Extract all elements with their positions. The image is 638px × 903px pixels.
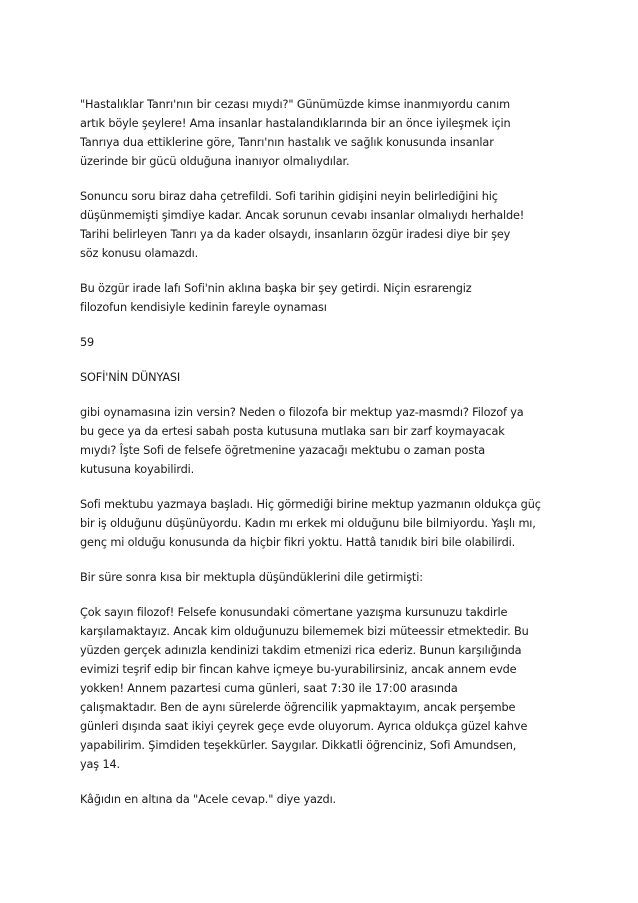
paragraph [80, 333, 575, 352]
paragraph [80, 495, 575, 552]
paragraph [80, 95, 575, 171]
document-body [80, 95, 575, 825]
text-line: genç mi olduğu konusunda da hiçbir fikri yoktu. Hattâ tanıdık biri bile olabilirdi. [80, 536, 516, 549]
text-line: söz konusu olamazdı. [80, 247, 199, 260]
text-line: Sofi mektubu yazmaya başladı. Hiç görmediği birine mektup yazmanın oldukça güç [80, 498, 541, 511]
text-line: karşılamaktayız. Ancak kim olduğunuzu bilememek bizi müteessir etmektedir. Bu [80, 625, 529, 638]
text-line: çalışmaktadır. Ben de aynı sürelerde öğrencilik yapmaktayım, ancak perşembe [80, 701, 516, 714]
text-line: üzerinde bir gücü olduğuna inanıyor olmalıydılar. [80, 155, 350, 168]
paragraph [80, 790, 575, 809]
text-line: Kâğıdın en altına da "Acele cevap." diye yazdı. [80, 793, 336, 806]
text-line: Bu özgür irade lafı Sofi'nin aklına başka bir şey getirdi. Niçin esrarengiz [80, 282, 472, 295]
text-line: yapabilirim. Şimdiden teşekkürler. Saygılar. Dikkatli öğrenciniz, Sofi Amundsen, [80, 739, 517, 752]
text-line: düşünmemişti şimdiye kadar. Ancak sorunun cevabı insanlar olmalıydı herhalde! [80, 209, 525, 222]
text-line: gibi oynamasına izin versin? Neden o filozofa bir mektup yaz-masmdı? Filozof ya [80, 406, 524, 419]
text-line: yokken! Annem pazartesi cuma günleri, saat 7:30 ile 17:00 arasında [80, 682, 458, 695]
text-line: bu gece ya da ertesi sabah posta kutusuna mutlaka sarı bir zarf koymayacak [80, 425, 505, 438]
text-line: "Hastalıklar Tanrı'nın bir cezası mıydı?" Günümüzde kimse inanmıyordu canım [80, 98, 510, 111]
text-line: bir iş olduğunu düşünüyordu. Kadın mı erkek mi olduğunu bile bilmiyordu. Yaşlı mı, [80, 517, 536, 530]
paragraph [80, 279, 575, 317]
text-line: Tanrıya dua ettiklerine göre, Tanrı'nın hastalık ve sağlık konusunda insanlar [80, 136, 494, 149]
text-line: SOFİ'NİN DÜNYASI [80, 371, 181, 384]
text-line: artık böyle şeylere! Ama insanlar hastalandıklarında bir an önce iyileşmek için [80, 117, 511, 130]
text-line: evimizi teşrif edip bir fincan kahve içmeye bu-yurabilirsiniz, ancak annem evde [80, 663, 517, 676]
paragraph [80, 603, 575, 774]
text-line: Çok sayın filozof! Felsefe konusundaki cömertane yazışma kursunuzu takdirle [80, 606, 508, 619]
paragraph [80, 403, 575, 479]
paragraph [80, 187, 575, 263]
text-line: yaş 14. [80, 758, 121, 771]
paragraph [80, 568, 575, 587]
text-line: Bir süre sonra kısa bir mektupla düşündüklerini dile getirmişti: [80, 571, 423, 584]
text-line: filozofun kendisiyle kedinin fareyle oynaması [80, 301, 327, 314]
text-line: yüzden gerçek adınızla kendinizi takdim etmenizi rica ederiz. Bunun karşılığında [80, 644, 522, 657]
paragraph [80, 368, 575, 387]
text-line: Tarihi belirleyen Tanrı ya da kader olsaydı, insanların özgür iradesi diye bir şey [80, 228, 511, 241]
text-line: Sonuncu soru biraz daha çetrefildi. Sofi tarihin gidişini neyin belirlediğini hiç [80, 190, 498, 203]
text-line: kutusuna koyabilirdi. [80, 463, 195, 476]
text-line: günleri dışında saat ikiyi çeyrek geçe evde oluyorum. Ayrıca oldukça güzel kahve [80, 720, 528, 733]
text-line: mıydı? Îşte Sofi de felsefe öğretmenine yazacağı mektubu o zaman posta [80, 444, 486, 457]
text-line: 59 [80, 336, 95, 349]
